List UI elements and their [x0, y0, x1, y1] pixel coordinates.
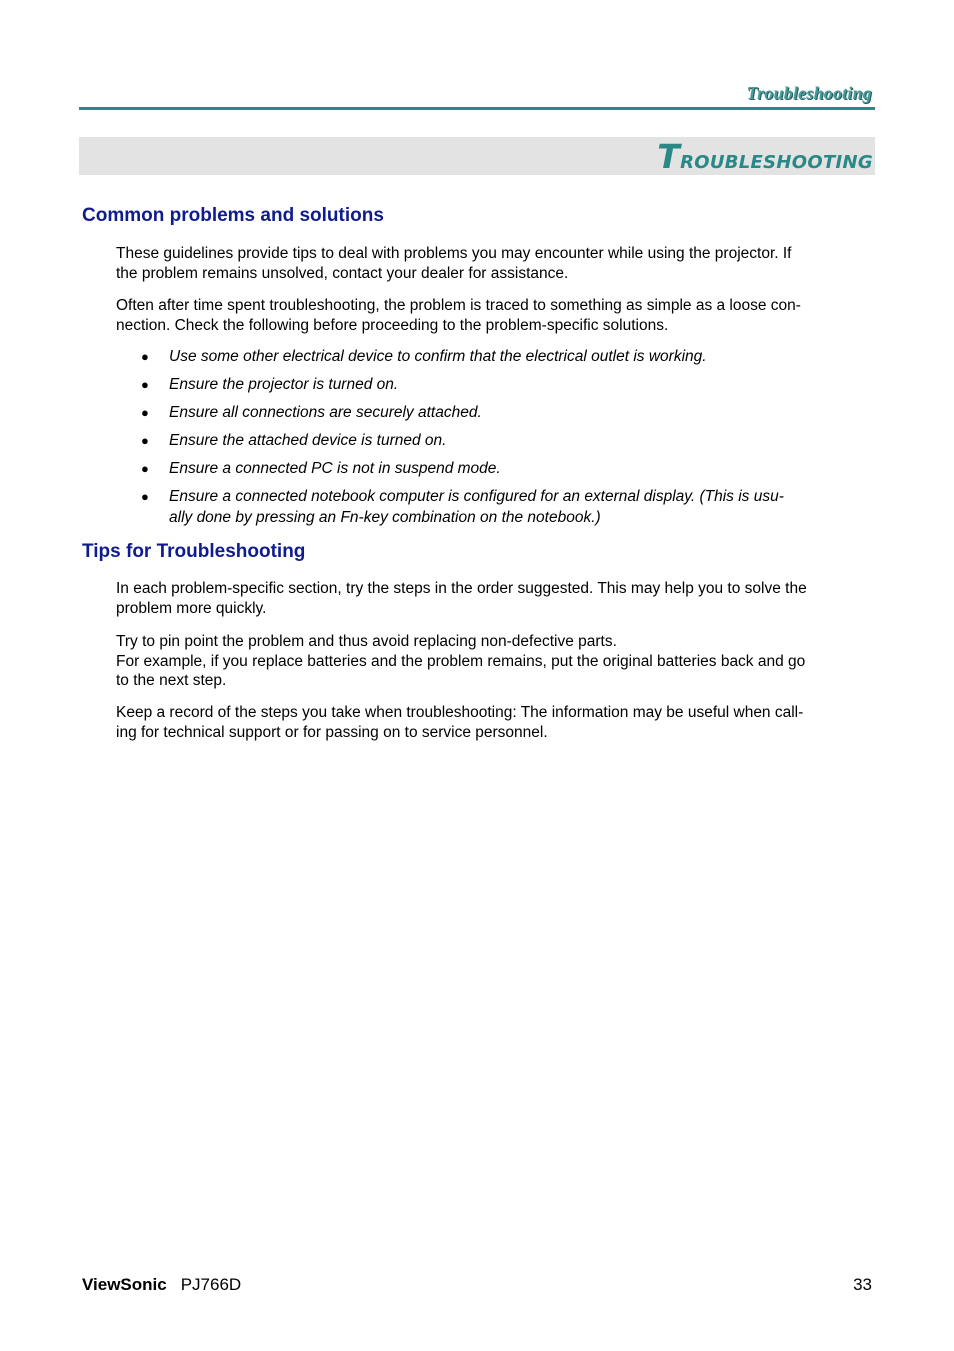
- text-line: Ensure the attached device is turned on.: [169, 432, 447, 449]
- text-line: Try to pin point the problem and thus avoid replacing non-defective parts.: [116, 633, 617, 650]
- paragraph-guidelines: [116, 244, 876, 283]
- section-heading-tips: Tips for Troubleshooting: [82, 541, 306, 562]
- text-line: Ensure the projector is turned on.: [169, 376, 399, 393]
- text-line: to the next step.: [116, 672, 227, 689]
- paragraph-keep-record: [116, 703, 876, 742]
- header-rule: [79, 107, 875, 110]
- page-number: 33: [853, 1275, 872, 1294]
- section-heading-common-problems: Common problems and solutions: [82, 205, 384, 226]
- paragraph-loose-connection: [116, 296, 876, 335]
- bullet-icon: ●: [141, 349, 149, 364]
- bullet-icon: ●: [141, 489, 149, 504]
- checklist: [116, 346, 876, 528]
- bullet-icon: ●: [141, 461, 149, 476]
- page-title-rest: roubleshooting: [680, 145, 873, 174]
- footer-model: PJ766D: [180, 1275, 242, 1294]
- text-line: In each problem-specific section, try the steps in the order suggested. This may help you to solve the: [116, 580, 807, 597]
- text-line: problem more quickly.: [116, 599, 267, 617]
- list-item: [116, 374, 876, 395]
- page-title: [657, 138, 873, 179]
- text-line: nection. Check the following before proceeding to the problem-specific solutions.: [116, 316, 669, 334]
- list-item: [116, 346, 876, 367]
- bullet-icon: ●: [141, 405, 149, 420]
- bullet-icon: ●: [141, 433, 149, 448]
- text-line: These guidelines provide tips to deal with problems you may encounter while using the projector. If: [116, 245, 792, 262]
- text-line: Often after time spent troubleshooting, the problem is traced to something as simple as a loose con-: [116, 297, 801, 314]
- text-line: For example, if you replace batteries and the problem remains, put the original batteries back and go: [116, 652, 806, 670]
- text-line: the problem remains unsolved, contact your dealer for assistance.: [116, 264, 569, 282]
- title-bar: [79, 137, 875, 175]
- list-item: [116, 430, 876, 451]
- text-line: Ensure all connections are securely attached.: [169, 404, 482, 421]
- text-line: Ensure a connected PC is not in suspend mode.: [169, 460, 501, 477]
- running-header-title: Troubleshooting: [746, 83, 872, 103]
- text-line: Use some other electrical device to confirm that the electrical outlet is working.: [169, 348, 707, 365]
- list-item: [116, 402, 876, 423]
- text-line: Ensure a connected notebook computer is configured for an external display. (This is usu-: [169, 488, 784, 505]
- list-item: [116, 486, 876, 528]
- paragraph-order-suggested: [116, 579, 876, 618]
- text-line: Keep a record of the steps you take when troubleshooting: The information may be useful when call-: [116, 704, 804, 721]
- page-title-first-letter: T: [657, 137, 681, 176]
- footer-brand: ViewSonic: [82, 1275, 167, 1294]
- bullet-icon: ●: [141, 377, 149, 392]
- list-item: [116, 458, 876, 479]
- paragraph-pin-point: [116, 632, 876, 691]
- page-footer: [82, 1274, 872, 1296]
- text-line: ing for technical support or for passing on to service personnel.: [116, 723, 548, 741]
- text-line: ally done by pressing an Fn-key combination on the notebook.): [169, 509, 601, 526]
